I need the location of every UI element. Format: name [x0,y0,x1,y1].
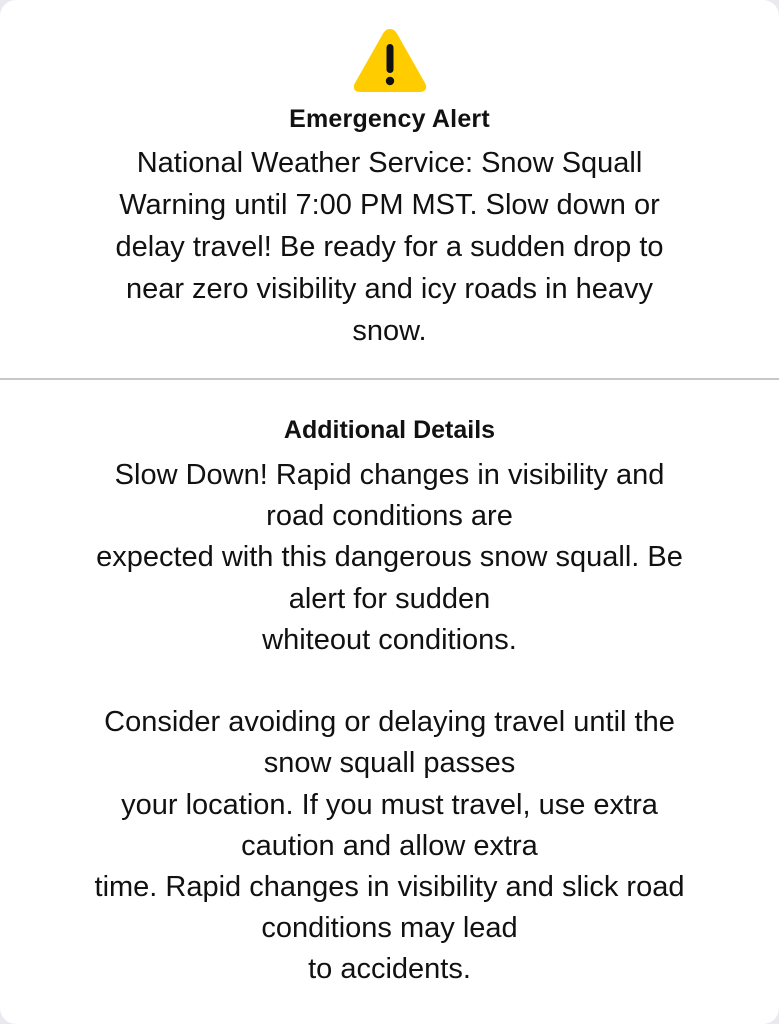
additional-details-section [0,380,779,991]
alert-header [0,0,779,378]
warning-triangle-icon [351,26,429,94]
alert-title: Emergency Alert [289,105,490,133]
details-body: Slow Down! Rapid changes in visibility and road conditions are expected with this dangerous snow squall. Be alert for sudden whiteout conditions. Consider avoiding or delaying travel until the snow squall passes your location. If you must travel, use extra caution and allow extra time. Rapid changes in visibility and slick road conditions may lead to accidents. [94,459,685,986]
alert-message: National Weather Service: Snow Squall Warning until 7:00 PM MST. Slow down or delay travel! Be ready for a sudden drop to near zero visibility and icy roads in heavy snow. [115,147,664,347]
details-title: Additional Details [283,416,496,444]
